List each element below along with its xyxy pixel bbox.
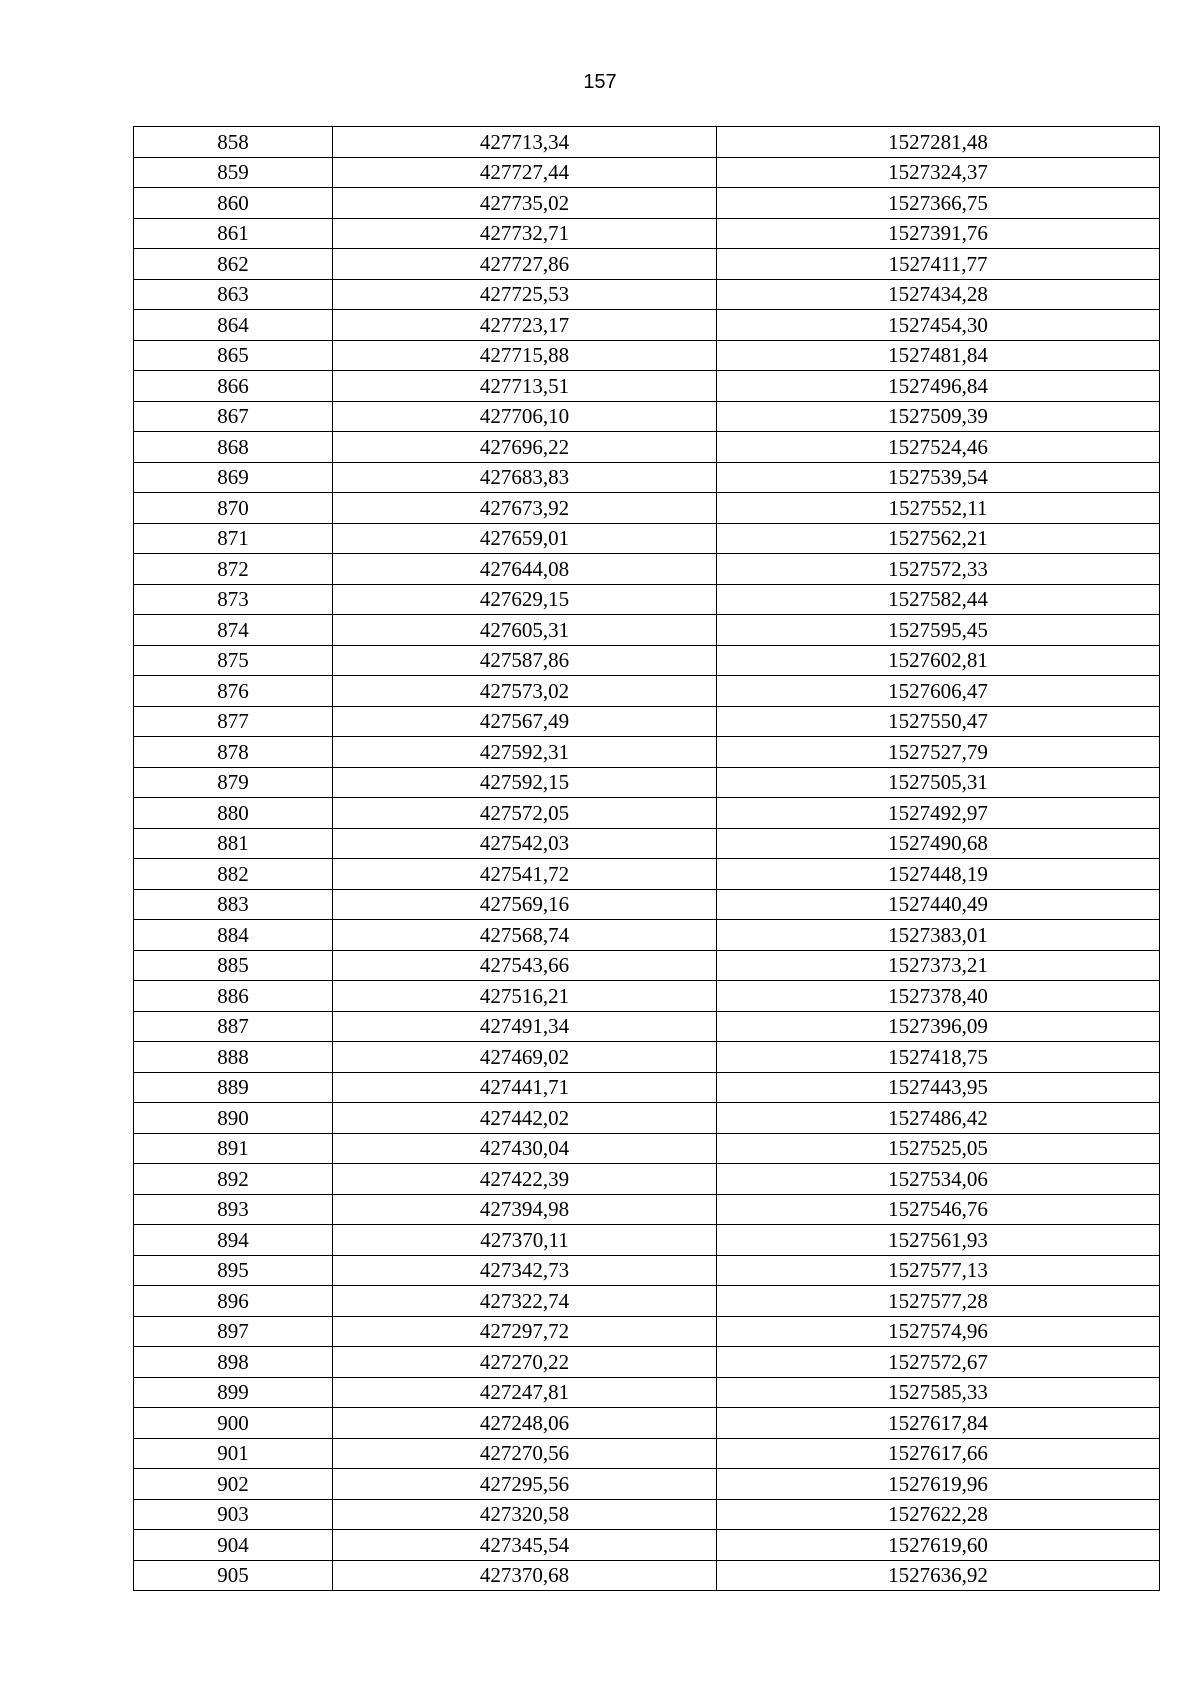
x-coordinate-cell: 427270,56 <box>333 1438 717 1469</box>
table-row <box>134 859 1160 890</box>
y-coordinate-cell: 1527577,28 <box>717 1286 1160 1317</box>
y-coordinate-cell: 1527391,76 <box>717 218 1160 249</box>
x-coordinate-cell: 427696,22 <box>333 432 717 463</box>
y-coordinate-cell: 1527481,84 <box>717 340 1160 371</box>
y-coordinate-cell: 1527366,75 <box>717 188 1160 219</box>
x-coordinate-cell: 427725,53 <box>333 279 717 310</box>
point-number-cell: 897 <box>134 1316 333 1347</box>
point-number-cell: 870 <box>134 493 333 524</box>
x-coordinate-cell: 427516,21 <box>333 981 717 1012</box>
x-coordinate-cell: 427572,05 <box>333 798 717 829</box>
x-coordinate-cell: 427370,68 <box>333 1560 717 1591</box>
table-row <box>134 706 1160 737</box>
x-coordinate-cell: 427587,86 <box>333 645 717 676</box>
x-coordinate-cell: 427573,02 <box>333 676 717 707</box>
y-coordinate-cell: 1527527,79 <box>717 737 1160 768</box>
point-number-cell: 866 <box>134 371 333 402</box>
table-row <box>134 1103 1160 1134</box>
y-coordinate-cell: 1527534,06 <box>717 1164 1160 1195</box>
y-coordinate-cell: 1527486,42 <box>717 1103 1160 1134</box>
x-coordinate-cell: 427394,98 <box>333 1194 717 1225</box>
y-coordinate-cell: 1527595,45 <box>717 615 1160 646</box>
table-row <box>134 737 1160 768</box>
point-number-cell: 896 <box>134 1286 333 1317</box>
x-coordinate-cell: 427345,54 <box>333 1530 717 1561</box>
table-row <box>134 523 1160 554</box>
y-coordinate-cell: 1527574,96 <box>717 1316 1160 1347</box>
table-row <box>134 1499 1160 1530</box>
table-row <box>134 1377 1160 1408</box>
table-row <box>134 981 1160 1012</box>
x-coordinate-cell: 427727,86 <box>333 249 717 280</box>
table-row <box>134 188 1160 219</box>
point-number-cell: 900 <box>134 1408 333 1439</box>
y-coordinate-cell: 1527622,28 <box>717 1499 1160 1530</box>
x-coordinate-cell: 427430,04 <box>333 1133 717 1164</box>
table-row <box>134 249 1160 280</box>
y-coordinate-cell: 1527636,92 <box>717 1560 1160 1591</box>
point-number-cell: 898 <box>134 1347 333 1378</box>
table-row <box>134 1530 1160 1561</box>
point-number-cell: 867 <box>134 401 333 432</box>
x-coordinate-cell: 427644,08 <box>333 554 717 585</box>
point-number-cell: 903 <box>134 1499 333 1530</box>
x-coordinate-cell: 427542,03 <box>333 828 717 859</box>
point-number-cell: 864 <box>134 310 333 341</box>
x-coordinate-cell: 427735,02 <box>333 188 717 219</box>
x-coordinate-cell: 427370,11 <box>333 1225 717 1256</box>
y-coordinate-cell: 1527434,28 <box>717 279 1160 310</box>
y-coordinate-cell: 1527383,01 <box>717 920 1160 951</box>
point-number-cell: 874 <box>134 615 333 646</box>
point-number-cell: 869 <box>134 462 333 493</box>
table-row <box>134 920 1160 951</box>
y-coordinate-cell: 1527496,84 <box>717 371 1160 402</box>
x-coordinate-cell: 427320,58 <box>333 1499 717 1530</box>
y-coordinate-cell: 1527378,40 <box>717 981 1160 1012</box>
point-number-cell: 881 <box>134 828 333 859</box>
point-number-cell: 894 <box>134 1225 333 1256</box>
table-row <box>134 554 1160 585</box>
point-number-cell: 886 <box>134 981 333 1012</box>
y-coordinate-cell: 1527619,60 <box>717 1530 1160 1561</box>
y-coordinate-cell: 1527281,48 <box>717 127 1160 158</box>
point-number-cell: 880 <box>134 798 333 829</box>
y-coordinate-cell: 1527572,67 <box>717 1347 1160 1378</box>
table-row <box>134 157 1160 188</box>
y-coordinate-cell: 1527454,30 <box>717 310 1160 341</box>
table-row <box>134 1408 1160 1439</box>
point-number-cell: 888 <box>134 1042 333 1073</box>
x-coordinate-cell: 427592,15 <box>333 767 717 798</box>
point-number-cell: 871 <box>134 523 333 554</box>
y-coordinate-cell: 1527525,05 <box>717 1133 1160 1164</box>
table-row <box>134 1011 1160 1042</box>
point-number-cell: 859 <box>134 157 333 188</box>
point-number-cell: 858 <box>134 127 333 158</box>
point-number-cell: 892 <box>134 1164 333 1195</box>
point-number-cell: 883 <box>134 889 333 920</box>
point-number-cell: 873 <box>134 584 333 615</box>
y-coordinate-cell: 1527572,33 <box>717 554 1160 585</box>
table-row <box>134 127 1160 158</box>
y-coordinate-cell: 1527443,95 <box>717 1072 1160 1103</box>
x-coordinate-cell: 427247,81 <box>333 1377 717 1408</box>
table-row <box>134 401 1160 432</box>
point-number-cell: 884 <box>134 920 333 951</box>
y-coordinate-cell: 1527602,81 <box>717 645 1160 676</box>
point-number-cell: 890 <box>134 1103 333 1134</box>
point-number-cell: 895 <box>134 1255 333 1286</box>
y-coordinate-cell: 1527552,11 <box>717 493 1160 524</box>
y-coordinate-cell: 1527539,54 <box>717 462 1160 493</box>
point-number-cell: 861 <box>134 218 333 249</box>
x-coordinate-cell: 427569,16 <box>333 889 717 920</box>
x-coordinate-cell: 427713,34 <box>333 127 717 158</box>
x-coordinate-cell: 427442,02 <box>333 1103 717 1134</box>
y-coordinate-cell: 1527492,97 <box>717 798 1160 829</box>
table-row <box>134 798 1160 829</box>
point-number-cell: 887 <box>134 1011 333 1042</box>
x-coordinate-cell: 427715,88 <box>333 340 717 371</box>
y-coordinate-cell: 1527550,47 <box>717 706 1160 737</box>
y-coordinate-cell: 1527617,66 <box>717 1438 1160 1469</box>
y-coordinate-cell: 1527577,13 <box>717 1255 1160 1286</box>
table-row <box>134 1469 1160 1500</box>
y-coordinate-cell: 1527373,21 <box>717 950 1160 981</box>
coordinates-table <box>133 126 1160 1591</box>
x-coordinate-cell: 427322,74 <box>333 1286 717 1317</box>
y-coordinate-cell: 1527440,49 <box>717 889 1160 920</box>
table-row <box>134 1316 1160 1347</box>
x-coordinate-cell: 427568,74 <box>333 920 717 951</box>
table-row <box>134 1225 1160 1256</box>
table-row <box>134 676 1160 707</box>
point-number-cell: 901 <box>134 1438 333 1469</box>
y-coordinate-cell: 1527448,19 <box>717 859 1160 890</box>
y-coordinate-cell: 1527562,21 <box>717 523 1160 554</box>
table-row <box>134 1560 1160 1591</box>
table-row <box>134 493 1160 524</box>
table-row <box>134 828 1160 859</box>
x-coordinate-cell: 427732,71 <box>333 218 717 249</box>
x-coordinate-cell: 427659,01 <box>333 523 717 554</box>
table-row <box>134 889 1160 920</box>
table-row <box>134 645 1160 676</box>
x-coordinate-cell: 427683,83 <box>333 462 717 493</box>
y-coordinate-cell: 1527411,77 <box>717 249 1160 280</box>
point-number-cell: 863 <box>134 279 333 310</box>
table-row <box>134 432 1160 463</box>
page-number: 157 <box>583 71 617 93</box>
y-coordinate-cell: 1527619,96 <box>717 1469 1160 1500</box>
x-coordinate-cell: 427629,15 <box>333 584 717 615</box>
coordinates-table-body <box>134 127 1160 1591</box>
table-row <box>134 1347 1160 1378</box>
point-number-cell: 902 <box>134 1469 333 1500</box>
y-coordinate-cell: 1527490,68 <box>717 828 1160 859</box>
table-row <box>134 310 1160 341</box>
point-number-cell: 899 <box>134 1377 333 1408</box>
x-coordinate-cell: 427673,92 <box>333 493 717 524</box>
y-coordinate-cell: 1527606,47 <box>717 676 1160 707</box>
table-row <box>134 584 1160 615</box>
table-row <box>134 1042 1160 1073</box>
x-coordinate-cell: 427422,39 <box>333 1164 717 1195</box>
y-coordinate-cell: 1527524,46 <box>717 432 1160 463</box>
point-number-cell: 879 <box>134 767 333 798</box>
x-coordinate-cell: 427295,56 <box>333 1469 717 1500</box>
point-number-cell: 893 <box>134 1194 333 1225</box>
x-coordinate-cell: 427270,22 <box>333 1347 717 1378</box>
y-coordinate-cell: 1527561,93 <box>717 1225 1160 1256</box>
x-coordinate-cell: 427713,51 <box>333 371 717 402</box>
table-row <box>134 279 1160 310</box>
x-coordinate-cell: 427541,72 <box>333 859 717 890</box>
point-number-cell: 860 <box>134 188 333 219</box>
table-row <box>134 1133 1160 1164</box>
x-coordinate-cell: 427567,49 <box>333 706 717 737</box>
point-number-cell: 885 <box>134 950 333 981</box>
point-number-cell: 865 <box>134 340 333 371</box>
y-coordinate-cell: 1527509,39 <box>717 401 1160 432</box>
table-row <box>134 1438 1160 1469</box>
table-row <box>134 218 1160 249</box>
point-number-cell: 876 <box>134 676 333 707</box>
x-coordinate-cell: 427723,17 <box>333 310 717 341</box>
x-coordinate-cell: 427592,31 <box>333 737 717 768</box>
table-row <box>134 462 1160 493</box>
x-coordinate-cell: 427469,02 <box>333 1042 717 1073</box>
point-number-cell: 904 <box>134 1530 333 1561</box>
x-coordinate-cell: 427706,10 <box>333 401 717 432</box>
y-coordinate-cell: 1527546,76 <box>717 1194 1160 1225</box>
table-row <box>134 1164 1160 1195</box>
point-number-cell: 891 <box>134 1133 333 1164</box>
y-coordinate-cell: 1527505,31 <box>717 767 1160 798</box>
y-coordinate-cell: 1527617,84 <box>717 1408 1160 1439</box>
table-row <box>134 615 1160 646</box>
y-coordinate-cell: 1527585,33 <box>717 1377 1160 1408</box>
y-coordinate-cell: 1527582,44 <box>717 584 1160 615</box>
y-coordinate-cell: 1527418,75 <box>717 1042 1160 1073</box>
point-number-cell: 868 <box>134 432 333 463</box>
x-coordinate-cell: 427491,34 <box>333 1011 717 1042</box>
table-row <box>134 1194 1160 1225</box>
point-number-cell: 905 <box>134 1560 333 1591</box>
table-row <box>134 950 1160 981</box>
x-coordinate-cell: 427297,72 <box>333 1316 717 1347</box>
table-row <box>134 1286 1160 1317</box>
x-coordinate-cell: 427605,31 <box>333 615 717 646</box>
x-coordinate-cell: 427342,73 <box>333 1255 717 1286</box>
table-row <box>134 340 1160 371</box>
x-coordinate-cell: 427441,71 <box>333 1072 717 1103</box>
table-row <box>134 1072 1160 1103</box>
x-coordinate-cell: 427248,06 <box>333 1408 717 1439</box>
point-number-cell: 882 <box>134 859 333 890</box>
point-number-cell: 862 <box>134 249 333 280</box>
y-coordinate-cell: 1527324,37 <box>717 157 1160 188</box>
point-number-cell: 875 <box>134 645 333 676</box>
x-coordinate-cell: 427727,44 <box>333 157 717 188</box>
point-number-cell: 878 <box>134 737 333 768</box>
point-number-cell: 877 <box>134 706 333 737</box>
point-number-cell: 889 <box>134 1072 333 1103</box>
table-row <box>134 371 1160 402</box>
table-row <box>134 1255 1160 1286</box>
y-coordinate-cell: 1527396,09 <box>717 1011 1160 1042</box>
x-coordinate-cell: 427543,66 <box>333 950 717 981</box>
point-number-cell: 872 <box>134 554 333 585</box>
table-row <box>134 767 1160 798</box>
